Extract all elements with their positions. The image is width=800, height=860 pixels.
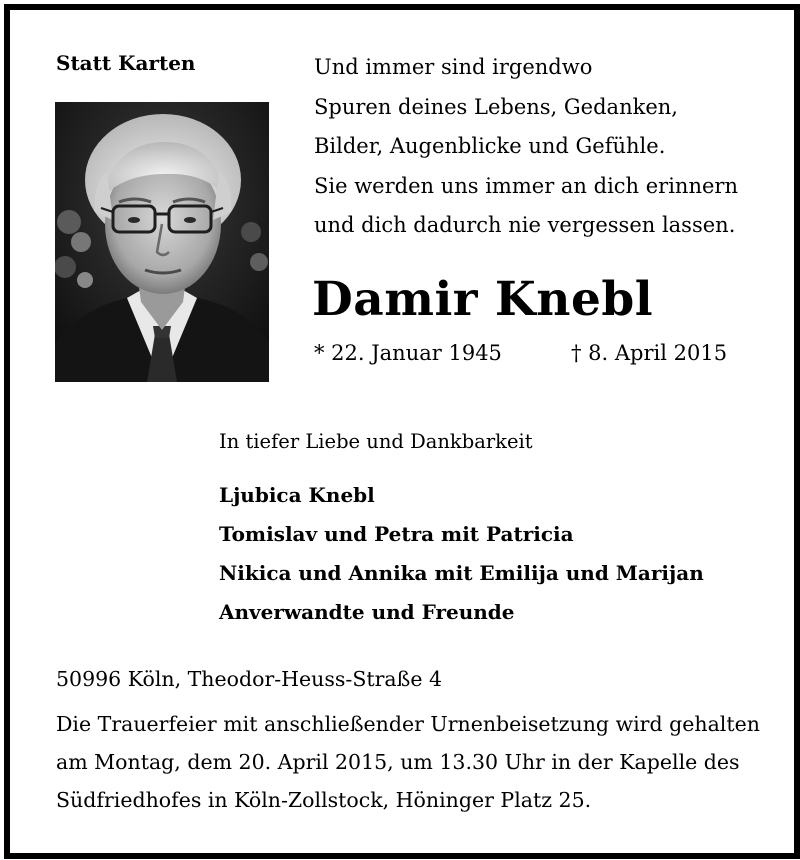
portrait-photo bbox=[55, 102, 269, 382]
obituary-notice bbox=[4, 4, 800, 859]
poem-line: und dich dadurch nie vergessen lassen. bbox=[314, 213, 736, 237]
address: 50996 Köln, Theodor-Heuss-Straße 4 bbox=[56, 667, 443, 691]
ceremony-line: Südfriedhofes in Köln-Zollstock, Höninger Platz 25. bbox=[56, 788, 592, 812]
death-date: † 8. April 2015 bbox=[571, 341, 728, 365]
mourners-list bbox=[219, 476, 704, 632]
poem-line: Sie werden uns immer an dich erinnern bbox=[314, 173, 738, 198]
mourner-name: Tomislav und Petra mit Patricia bbox=[219, 522, 574, 546]
mourner-name: Ljubica Knebl bbox=[219, 483, 375, 507]
birth-date: * 22. Januar 1945 bbox=[314, 341, 502, 365]
ceremony-line: am Montag, dem 20. April 2015, um 13.30 Uhr in der Kapelle des bbox=[56, 750, 740, 774]
deceased-name: Damir Knebl bbox=[312, 272, 654, 327]
poem-line: Und immer sind irgendwo bbox=[314, 55, 593, 79]
mourner-name: Anverwandte und Freunde bbox=[219, 600, 515, 624]
poem bbox=[314, 48, 738, 246]
mourner-name: Nikica und Annika mit Emilija und Marijan bbox=[219, 561, 704, 585]
ceremony-info bbox=[56, 705, 760, 819]
mourners-intro: In tiefer Liebe und Dankbarkeit bbox=[219, 430, 533, 453]
ceremony-line: Die Trauerfeier mit anschließender Urnenbeisetzung wird gehalten bbox=[56, 712, 760, 736]
poem-line: Spuren deines Lebens, Gedanken, bbox=[314, 94, 678, 119]
poem-line: Bilder, Augenblicke und Gefühle. bbox=[314, 134, 666, 158]
statt-karten-label: Statt Karten bbox=[56, 51, 196, 75]
